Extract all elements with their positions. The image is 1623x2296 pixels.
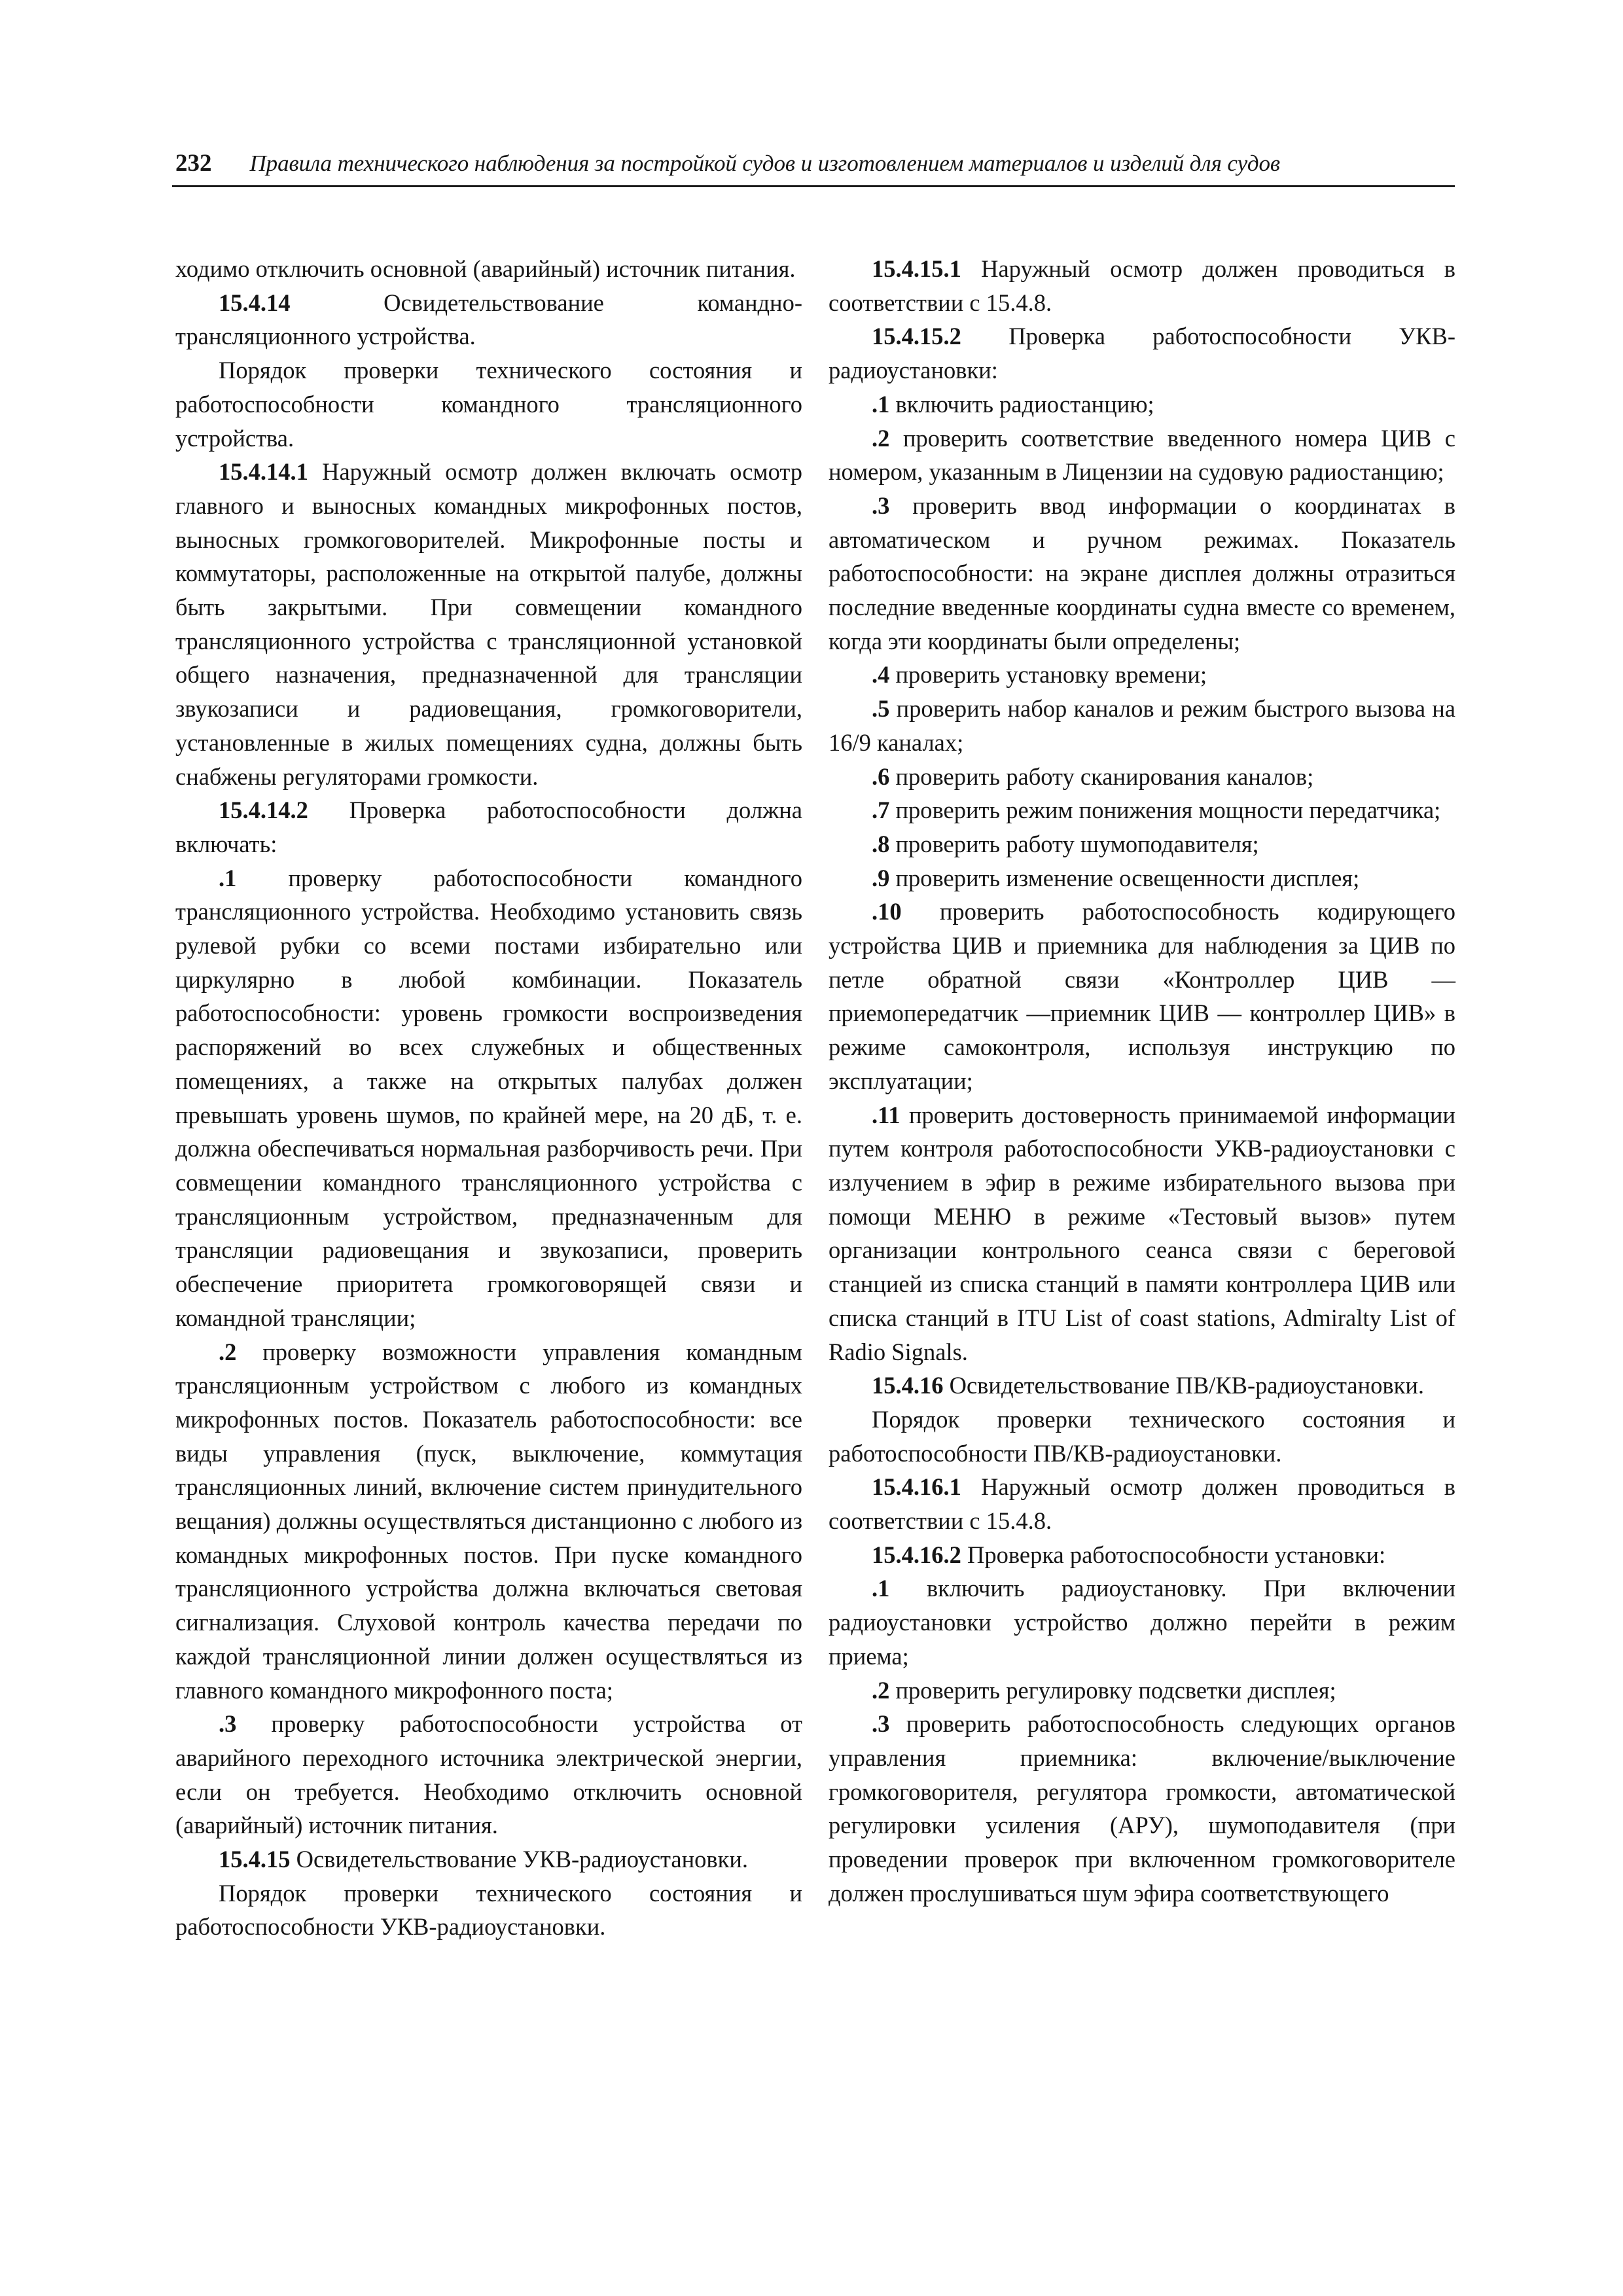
header-rule <box>172 185 1455 187</box>
clause-number: 15.4.15.2 <box>872 323 961 350</box>
section-heading <box>829 1369 1455 1403</box>
item-number: .9 <box>872 864 890 891</box>
item-number: .1 <box>872 1575 890 1602</box>
section-heading-text: Освидетельствование командно-трансляционного устройства. <box>175 289 802 350</box>
left-column <box>175 252 802 1944</box>
clause-number: 15.4.15.1 <box>872 255 961 282</box>
item-number: .7 <box>872 797 890 824</box>
running-title: Правила технического наблюдения за постройкой судов и изготовлением материалов и изделий для судов <box>249 151 1281 176</box>
list-item <box>829 1674 1455 1708</box>
item-text: проверить работоспособность кодирующего устройства ЦИВ и приемника для наблюдения за ЦИВ по петле обратной связи «Контроллер ЦИВ — приемопередатчик —приемник ЦИВ — контроллер ЦИВ» в режиме самоконтроля, используя инструкцию по эксплуатации; <box>829 898 1455 1094</box>
item-text: проверить работоспособность следующих органов управления приемника: включение/выключение громкоговорителя, регулятора громкости, автоматической регулировки усиления (АРУ), шумоподавителя (при проведении проверок при включенном громкоговорителе должен прослушиваться шум эфира соответствующего <box>829 1710 1455 1907</box>
clause-number: 15.4.16.2 <box>872 1541 961 1568</box>
item-number: .3 <box>219 1710 237 1738</box>
clause-text: Проверка работоспособности УКВ-радиоустановки: <box>829 323 1455 384</box>
paragraph <box>175 353 802 455</box>
item-number: .2 <box>872 1676 890 1704</box>
paragraph-text: ходимо отключить основной (аварийный) источник питания. <box>175 255 796 282</box>
clause <box>829 1470 1455 1537</box>
clause <box>829 319 1455 387</box>
list-item <box>175 1707 802 1842</box>
item-text: проверить ввод информации о координатах в автоматическом и ручном режимах. Показатель работоспособности: на экране дисплея должны отразиться последние введенные координаты судна вместе со временем, когда эти координаты были определены; <box>829 492 1455 655</box>
item-text: проверить работу сканирования каналов; <box>889 762 1314 790</box>
right-column <box>829 252 1455 1910</box>
item-number: .1 <box>872 390 890 418</box>
item-number: .6 <box>872 762 890 790</box>
page-number: 232 <box>175 150 212 177</box>
item-text: проверку работоспособности устройства от аварийного переходного источника электрической энергии, если он требуется. Необходимо отключить основной (аварийный) источник питания. <box>175 1710 802 1839</box>
page-header <box>175 149 1453 181</box>
item-text: проверку возможности управления командным трансляционным устройством с любого из командных микрофонных постов. Показатель работоспособности: все виды управления (пуск, выключение, коммутация трансляционных линий, включение систем принудительного вещания) должны осуществляться дистанционно с любого из командных микрофонных постов. При пуске командного трансляционного устройства должна включаться световая сигнализация. Слуховой контроль качества передачи по каждой трансляционной линии должен осуществляться из главного командного микрофонного поста; <box>175 1338 802 1704</box>
clause-number: 15.4.16.1 <box>872 1473 961 1501</box>
clause <box>829 1538 1455 1572</box>
paragraph <box>829 1403 1455 1470</box>
item-text: проверить набор каналов и режим быстрого вызова на 16/9 каналах; <box>829 695 1455 756</box>
item-text: проверить соответствие введенного номера ЦИВ с номером, указанным в Лицензии на судовую радиостанцию; <box>829 424 1455 486</box>
item-number: .11 <box>872 1101 901 1128</box>
clause <box>175 455 802 793</box>
list-item <box>829 658 1455 692</box>
list-item <box>175 861 802 1335</box>
list-item <box>829 793 1455 827</box>
item-text: проверить установку времени; <box>889 661 1207 689</box>
list-item <box>829 760 1455 794</box>
paragraph-text: Порядок проверки технического состояния и работоспособности ПВ/КВ-радиоустановки. <box>829 1405 1455 1467</box>
item-text: проверить работу шумоподавителя; <box>889 830 1259 857</box>
item-number: .3 <box>872 1710 890 1738</box>
list-item <box>829 1571 1455 1673</box>
clause <box>175 793 802 861</box>
item-number: .10 <box>872 898 902 925</box>
clause-number: 15.4.16 <box>872 1372 944 1399</box>
item-number: .8 <box>872 830 890 857</box>
item-text: проверить режим понижения мощности передатчика; <box>889 797 1441 824</box>
paragraph <box>175 1876 802 1944</box>
list-item <box>829 1707 1455 1910</box>
item-text: включить радиоустановку. При включении радиоустановки устройство должно перейти в режим приема; <box>829 1575 1455 1670</box>
list-item <box>829 387 1455 422</box>
paragraph-text: Порядок проверки технического состояния и работоспособности УКВ-радиоустановки. <box>175 1879 802 1941</box>
list-item <box>175 1335 802 1708</box>
clause-number: 15.4.14.1 <box>219 458 308 486</box>
section-heading <box>175 1842 802 1876</box>
item-number: .2 <box>872 424 890 452</box>
clause-number: 15.4.15 <box>219 1846 291 1873</box>
clause-number: 15.4.14 <box>219 289 291 316</box>
item-number: .5 <box>872 695 890 723</box>
section-heading-text: Освидетельствование УКВ-радиоустановки. <box>290 1846 749 1873</box>
clause-text: Проверка работоспособности должна включать: <box>175 797 802 857</box>
section-heading <box>175 286 802 353</box>
list-item <box>829 861 1455 895</box>
list-item <box>829 489 1455 658</box>
section-heading-text: Освидетельствование ПВ/КВ-радиоустановки. <box>943 1372 1425 1399</box>
paragraph <box>175 252 802 286</box>
clause-text: Наружный осмотр должен включать осмотр главного и выносных командных микрофонных постов, выносных громкоговорителей. Микрофонные посты и коммутаторы, расположенные на открытой палубе, должны быть закрытыми. При совмещении командного трансляционного устройства с трансляционной установкой общего назначения, предназначенной для трансляции звукозаписи и радиовещания, громкоговорители, установленные в жилых помещениях судна, должны быть снабжены регуляторами громкости. <box>175 458 802 790</box>
item-number: .2 <box>219 1338 237 1365</box>
clause-number: 15.4.14.2 <box>219 797 308 824</box>
item-number: .3 <box>872 492 890 519</box>
list-item <box>829 827 1455 861</box>
clause-text: Наружный осмотр должен проводиться в соответствии с 15.4.8. <box>829 255 1455 316</box>
list-item <box>829 1098 1455 1369</box>
list-item <box>829 692 1455 759</box>
item-text: проверить регулировку подсветки дисплея; <box>889 1676 1336 1704</box>
clause-text: Наружный осмотр должен проводиться в соответствии с 15.4.8. <box>829 1473 1455 1535</box>
item-text: проверить достоверность принимаемой информации путем контроля работоспособности УКВ-радиоустановки с излучением в эфир в режиме избирательного вызова при помощи МЕНЮ в режиме «Тестовый вызов» путем организации контрольного сеанса связи с береговой станцией из списка станций в памяти контроллера ЦИВ или списка станций в ITU List of coast stations, Admiralty List of Radio Signals. <box>829 1101 1455 1365</box>
clause <box>829 252 1455 319</box>
item-text: включить радиостанцию; <box>889 390 1154 418</box>
item-text: проверку работоспособности командного трансляционного устройства. Необходимо установить связь рулевой рубки со всеми постами избирательно или циркулярно в любой комбинации. Показатель работоспособности: уровень громкости воспроизведения распоряжений во всех служебных и общественных помещениях, а также на открытых палубах должен превышать уровень шумов, по крайней мере, на 20 дБ, т. е. должна обеспечиваться нормальная разборчивость речи. При совмещении командного трансляционного устройства с трансляционным устройством, предназначенным для трансляции радиовещания и звукозаписи, проверить обеспечение приоритета громкоговорящей связи и командной трансляции; <box>175 864 802 1331</box>
paragraph-text: Порядок проверки технического состояния и работоспособности командного трансляционного устройства. <box>175 357 802 452</box>
list-item <box>829 422 1455 489</box>
item-number: .4 <box>872 661 890 689</box>
list-item <box>829 895 1455 1098</box>
item-text: проверить изменение освещенности дисплея; <box>889 864 1360 891</box>
clause-text: Проверка работоспособности установки: <box>961 1541 1386 1568</box>
item-number: .1 <box>219 864 237 891</box>
